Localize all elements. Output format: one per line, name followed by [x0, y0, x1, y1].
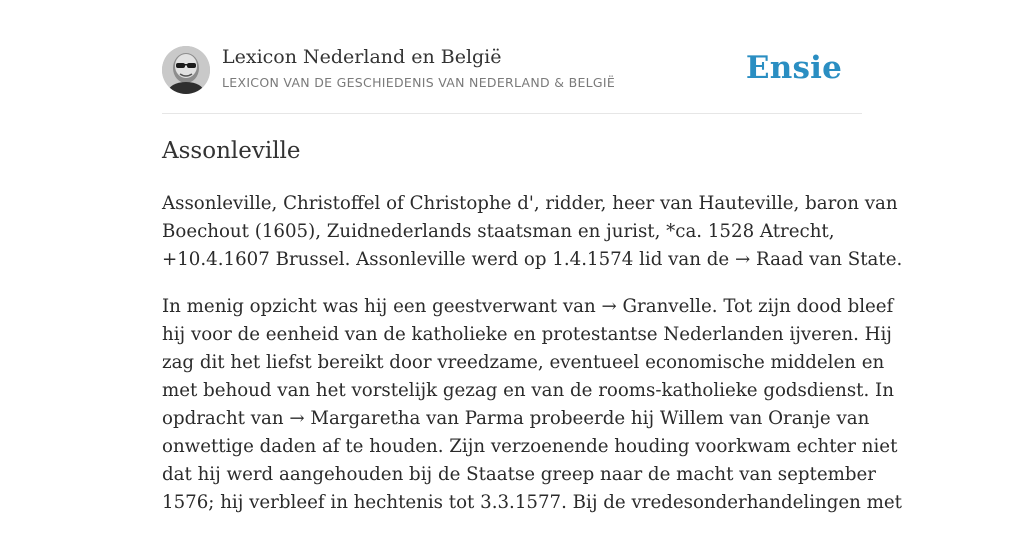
text-segment: zag dit het liefst bereikt door vreedzame, eventueel economische middelen en: [162, 352, 885, 373]
text-segment: Boechout (1605), Zuidnederlands staatsman en jurist, *ca. 1528 Atrecht,: [162, 221, 835, 242]
text-segment: onwettige daden af te houden. Zijn verzoenende houding voorkwam echter niet: [162, 436, 898, 457]
author-avatar[interactable]: [162, 46, 210, 94]
paragraph-line: [162, 321, 892, 349]
paragraph-line: [162, 461, 876, 489]
paragraph-line: [162, 190, 898, 218]
paragraph-line: [162, 377, 894, 405]
cross-reference-link[interactable]: → Margaretha van Parma: [289, 408, 524, 429]
text-segment: probeerde hij Willem van Oranje van: [523, 408, 870, 429]
text-segment: +10.4.1607 Brussel. Assonleville werd op 1.4.1574 lid van de: [162, 249, 735, 270]
header: [162, 46, 862, 114]
text-segment: hij voor de eenheid van de katholieke en protestantse Nederlanden ijveren. Hij: [162, 324, 892, 345]
book-subtitle: LEXICON VAN DE GESCHIEDENIS VAN NEDERLAND & BELGIË: [222, 75, 616, 90]
cross-reference-link[interactable]: → Granvelle: [601, 296, 712, 317]
text-segment: .: [896, 249, 903, 270]
paragraph-line: [162, 433, 898, 461]
text-segment: In menig opzicht was hij een geestverwant van: [162, 296, 602, 317]
text-segment: Assonleville, Christoffel of Christophe d', ridder, heer van Hauteville, baron van: [162, 193, 898, 214]
cross-reference-link[interactable]: → Raad van State: [734, 249, 897, 270]
text-segment: opdracht van: [162, 408, 290, 429]
paragraph-line: [162, 218, 862, 246]
entry-title: Assonleville: [162, 138, 301, 164]
paragraph-line: [162, 349, 885, 377]
paragraph-line: [162, 246, 903, 274]
ensie-logo-link[interactable]: Ensie: [745, 50, 842, 86]
text-segment: . Tot zijn dood bleef: [711, 296, 894, 317]
text-segment: dat hij werd aangehouden bij de Staatse greep naar de macht van september: [162, 464, 876, 485]
entry-paragraph: [162, 293, 902, 517]
text-segment: 1576; hij verbleef in hechtenis tot 3.3.1577. Bij de vredesonderhandelingen met: [162, 492, 902, 513]
portrait-icon: [162, 46, 210, 94]
paragraph-line: [162, 293, 894, 321]
entry-content: [162, 190, 903, 536]
text-segment: met behoud van het vorstelijk gezag en van de rooms-katholieke godsdienst. In: [162, 380, 894, 401]
paragraph-line: [162, 405, 870, 433]
entry-paragraph: [162, 190, 903, 274]
book-title[interactable]: Lexicon Nederland en België: [222, 46, 502, 68]
paragraph-line: [162, 489, 902, 517]
